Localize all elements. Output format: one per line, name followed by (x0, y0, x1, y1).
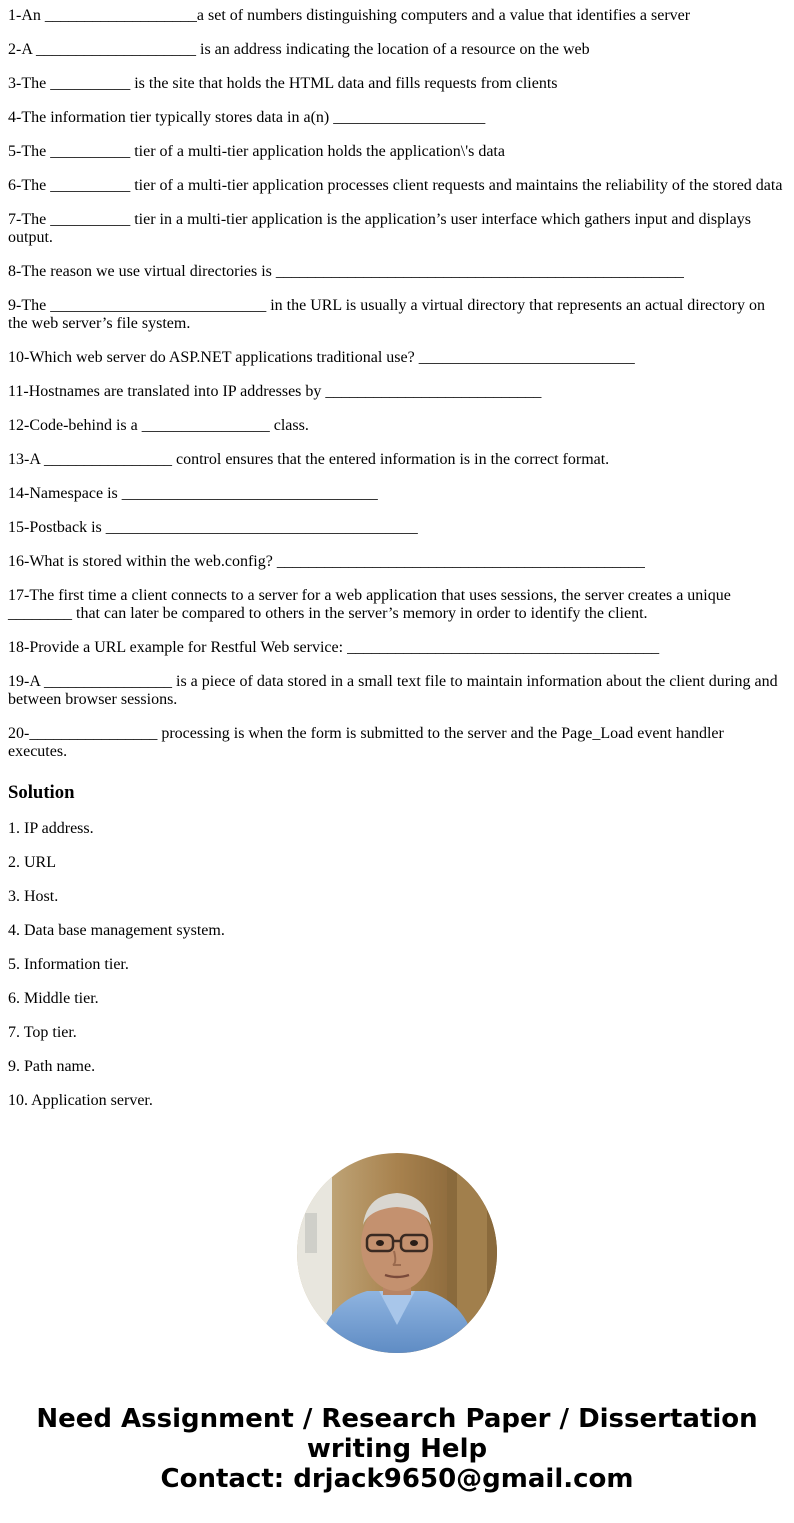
question-item: 3-The __________ is the site that holds the HTML data and fills requests from clients (8, 75, 558, 92)
question-item: 18-Provide a URL example for Restful Web service: _______________________________________ (8, 639, 660, 656)
question-item: 9-The ___________________________ in the URL is usually a virtual directory that represents an actual directory on the web server’s file system. (8, 297, 766, 332)
question-item: 7-The __________ tier in a multi-tier application is the application’s user interface which gathers input and displays output. (8, 211, 751, 246)
answer-item: 3. Host. (8, 888, 59, 905)
question-item: 12-Code-behind is a ________________ class. (8, 417, 309, 434)
answer-item: 4. Data base management system. (8, 922, 225, 939)
question-item: 17-The first time a client connects to a server for a web application that uses sessions, the server creates a unique ________ that can later be compared to others in the server’s memory in order to identify the client. (8, 587, 731, 622)
question-item: 4-The information tier typically stores data in a(n) ___________________ (8, 109, 486, 126)
question-item: 1-An ___________________a set of numbers distinguishing computers and a value that identifies a server (8, 7, 691, 24)
answer-item: 2. URL (8, 854, 56, 871)
answer-item: 10. Application server. (8, 1092, 153, 1109)
footer-contact: Contact: drjack9650@gmail.com (160, 1464, 634, 1494)
answer-item: 1. IP address. (8, 820, 94, 837)
footer-ad (0, 1404, 794, 1494)
question-item: 6-The __________ tier of a multi-tier application processes client requests and maintains the reliability of the stored data (8, 177, 783, 194)
question-item: 8-The reason we use virtual directories is ___________________________________________________ (8, 263, 684, 280)
footer-line: Need Assignment / Research Paper / Dissertation (36, 1404, 758, 1434)
answer-item: 7. Top tier. (8, 1024, 77, 1041)
question-item: 2-A ____________________ is an address indicating the location of a resource on the web (8, 41, 590, 58)
answer-item: 6. Middle tier. (8, 990, 99, 1007)
question-item: 20-________________ processing is when the form is submitted to the server and the Page_Load event handler executes. (8, 725, 724, 760)
question-item: 10-Which web server do ASP.NET applications traditional use? ___________________________ (8, 349, 635, 366)
question-item: 19-A ________________ is a piece of data stored in a small text file to maintain information about the client during and between browser sessions. (8, 673, 778, 708)
answer-list (8, 820, 786, 1126)
question-item: 15-Postback is _______________________________________ (8, 519, 418, 536)
question-item: 13-A ________________ control ensures that the entered information is in the correct format. (8, 451, 610, 468)
question-item: 5-The __________ tier of a multi-tier application holds the application\'s data (8, 143, 505, 160)
question-item: 14-Namespace is ________________________________ (8, 485, 378, 502)
answer-item: 9. Path name. (8, 1058, 96, 1075)
question-list (8, 7, 786, 777)
question-item: 16-What is stored within the web.config? ______________________________________________ (8, 553, 645, 570)
answer-item: 5. Information tier. (8, 956, 129, 973)
avatar (297, 1153, 497, 1353)
solution-heading: Solution (8, 782, 75, 803)
question-item: 11-Hostnames are translated into IP addresses by ___________________________ (8, 383, 542, 400)
footer-line: writing Help (306, 1434, 488, 1464)
